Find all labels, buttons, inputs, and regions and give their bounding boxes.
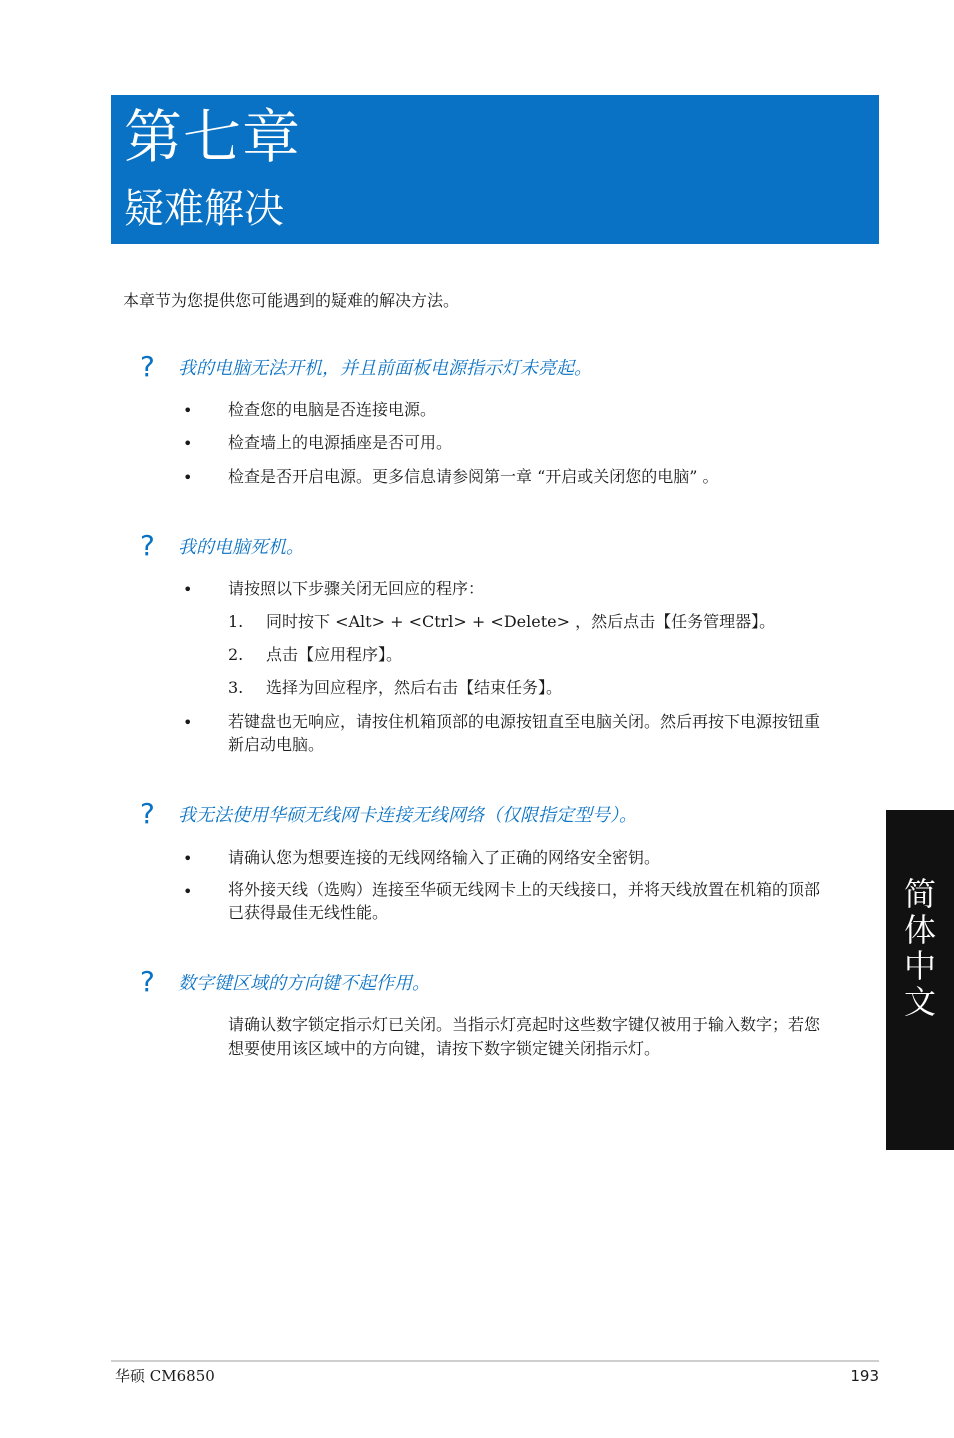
bullet-icon: •: [183, 882, 193, 901]
list-item: 若键盘也无响应，请按住机箱顶部的电源按钮直至电脑关闭。然后再按下电源按钮重新启动电脑。: [228, 712, 821, 754]
list-item: 将外接天线（选购）连接至华硕无线网卡上的天线接口，并将天线放置在机箱的顶部已获得最佳无线性能。: [228, 880, 821, 922]
list-item: 请按照以下步骤关闭无回应的程序：: [228, 579, 485, 598]
step-number: 3.: [228, 678, 244, 697]
list-item: 请确认您为想要连接的无线网络输入了正确的网络安全密钥。: [228, 848, 661, 867]
question-text: 我无法使用华硕无线网卡连接无线网络（仅限指定型号）。: [178, 805, 637, 826]
question-mark-icon: ?: [140, 529, 155, 562]
bullet-icon: •: [183, 580, 193, 599]
chapter-title: 疑难解决: [124, 186, 284, 232]
bullet-icon: •: [183, 434, 193, 453]
bullet-icon: •: [183, 468, 193, 487]
list-item: 检查墙上的电源插座是否可用。: [228, 433, 453, 452]
list-item: 检查是否开启电源。更多信息请参阅第一章 “开启或关闭您的电脑” 。: [228, 467, 719, 486]
step-number: 1.: [228, 612, 244, 631]
bullet-icon: •: [183, 401, 193, 420]
step-text: 点击【应用程序】。: [266, 645, 403, 664]
intro-text: 本章节为您提供您可能遇到的疑难的解决方法。: [123, 291, 460, 310]
question-text: 我的电脑无法开机，并且前面板电源指示灯未亮起。: [178, 358, 592, 379]
chapter-header: [111, 95, 879, 244]
question-text: 我的电脑死机。: [178, 537, 304, 558]
question-mark-icon: ?: [140, 797, 155, 830]
question-mark-icon: ?: [140, 350, 155, 383]
step-text: 选择为回应程序，然后右击【结束任务】。: [266, 678, 563, 697]
bullet-icon: •: [183, 713, 193, 732]
language-side-tab: [886, 810, 954, 1150]
question-mark-icon: ?: [140, 965, 155, 998]
answer-paragraph: 请确认数字锁定指示灯已关闭。当指示灯亮起时这些数字键仅被用于输入数字；若您想要使用该区域中的方向键，请按下数字锁定键关闭指示灯。: [228, 1015, 821, 1058]
language-label-text: 简 体 中 文: [903, 875, 936, 1021]
chapter-number: 第七章: [124, 103, 302, 171]
list-item: 检查您的电脑是否连接电源。: [228, 400, 437, 419]
footer-product: 华硕 CM6850: [115, 1367, 215, 1385]
step-text: 同时按下 <Alt> + <Ctrl> + <Delete> ，然后点击【任务管理器】。: [266, 612, 776, 631]
question-text: 数字键区域的方向键不起作用。: [178, 973, 430, 994]
bullet-icon: •: [183, 849, 193, 868]
footer-divider: [111, 1360, 879, 1362]
page-number: 193: [850, 1367, 879, 1385]
language-label: [886, 876, 954, 1020]
step-number: 2.: [228, 645, 244, 664]
